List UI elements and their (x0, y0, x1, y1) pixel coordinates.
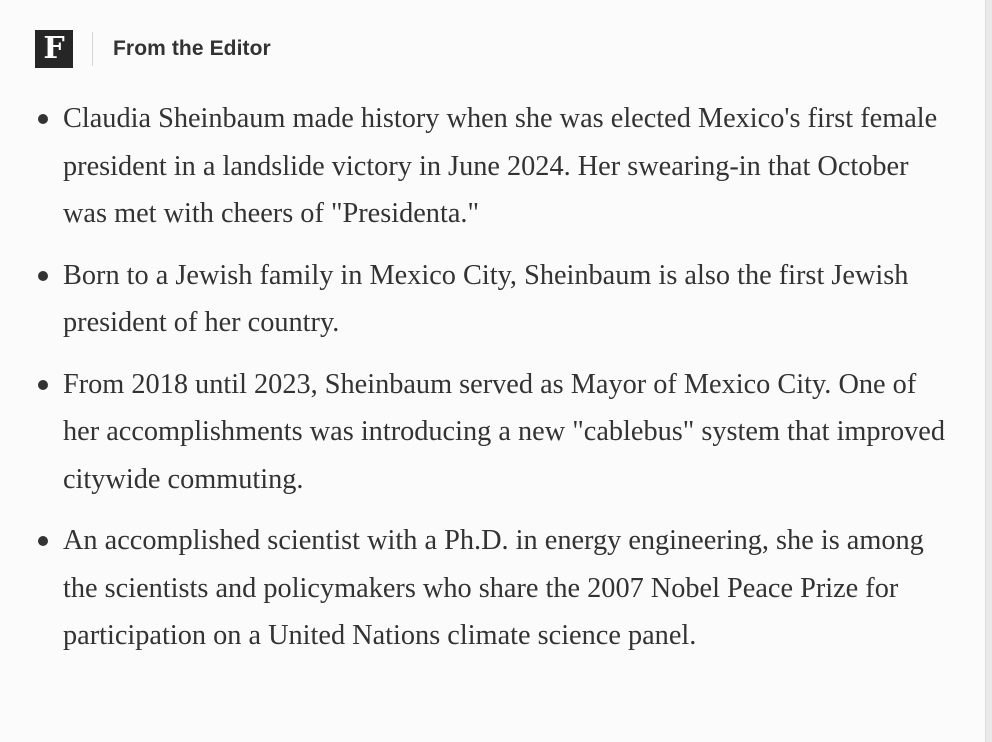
header-divider (92, 32, 93, 66)
editor-header (35, 30, 271, 68)
bullet-dot-icon (38, 380, 48, 390)
bullet-item (0, 361, 953, 504)
brand-logo-letter: F (43, 31, 65, 66)
bullet-text: Born to a Jewish family in Mexico City, Sheinbaum is also the first Jewish president of her country. (63, 259, 909, 338)
bullet-item (0, 252, 953, 347)
brand-logo (35, 30, 73, 68)
bullet-dot-icon (38, 271, 48, 281)
page-scrollbar-edge[interactable] (985, 0, 992, 742)
bullet-text: Claudia Sheinbaum made history when she was elected Mexico's first female president in a landslide victory in June 2024. Her swearing-in that October was met with cheers of "Presidenta." (63, 103, 938, 229)
bullet-item (0, 517, 953, 660)
bullet-text: From 2018 until 2023, Sheinbaum served as Mayor of Mexico City. One of her accomplishments was introducing a new "cablebus" system that improved citywide commuting. (63, 368, 946, 495)
bullet-item (0, 95, 953, 238)
bullet-dot-icon (38, 114, 48, 124)
bullet-dot-icon (38, 536, 48, 546)
section-title: From the Editor (113, 37, 271, 60)
bullet-text: An accomplished scientist with a Ph.D. in energy engineering, she is among the scientists and policymakers who share the 2007 Nobel Peace Prize for participation on a United Nations climate science panel. (63, 525, 924, 651)
editor-bullet-list (0, 95, 953, 674)
